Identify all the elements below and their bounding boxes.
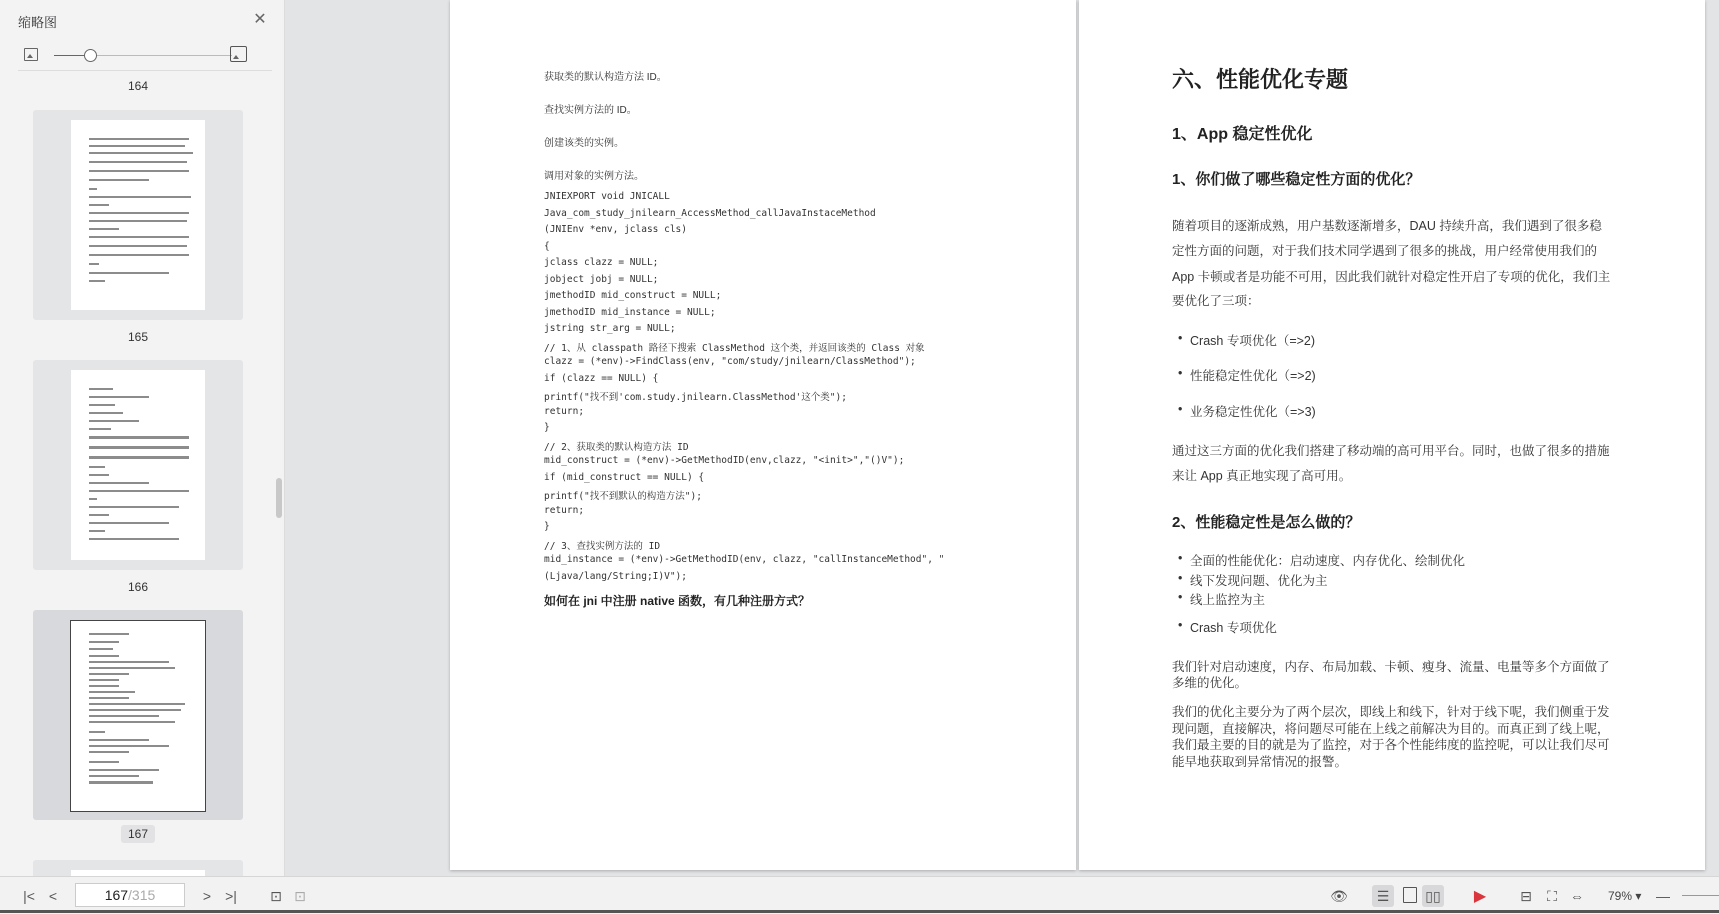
thumbnail-page-image [71, 120, 205, 310]
body-line: 现问题，直接解决，将问题尽可能在上线之前解决为目的。而真正到了线上呢， [1172, 722, 1610, 736]
next-page-icon[interactable]: > [202, 888, 212, 904]
step-text: 获取类的默认构造方法 ID。 [544, 72, 667, 83]
sidebar-title: 缩略图 [18, 15, 58, 30]
single-page-icon[interactable] [1403, 887, 1417, 903]
code-line: (JNIEnv *env, jclass cls) [544, 224, 687, 235]
two-page-icon[interactable]: ▯▯ [1422, 885, 1444, 907]
chapter-heading: 六、性能优化专题 [1172, 67, 1349, 92]
forward-view-icon[interactable]: ⊡ [294, 887, 306, 904]
code-line: // 3、查找实例方法的 ID [544, 540, 661, 552]
code-line: jobject jobj = NULL; [544, 273, 659, 285]
step-text: 调用对象的实例方法。 [544, 171, 644, 182]
divider [18, 70, 272, 71]
thumbnail-list [0, 72, 284, 876]
bullet-item: • Crash 专项优化 [1190, 618, 1277, 636]
section-heading: 1、App 稳定性优化 [1172, 126, 1313, 143]
code-line: } [544, 521, 550, 532]
code-line: } [544, 422, 550, 433]
code-line: clazz = (*env)->FindClass(env, "com/study/jnilearn/ClassMethod"); [544, 356, 916, 367]
zoom-out-icon[interactable]: — [1656, 888, 1670, 904]
zoom-level-dropdown[interactable]: 79% ▾ [1608, 889, 1642, 903]
back-view-icon[interactable]: ⊡ [270, 887, 282, 904]
bullet-item: • 性能稳定性优化（=>2) [1190, 366, 1316, 384]
step-text: 查找实例方法的 ID。 [544, 105, 637, 116]
bullet-item: • 线下发现问题、优化为主 [1190, 571, 1328, 589]
fit-width-icon[interactable]: ⇔ [1570, 888, 1584, 904]
step-text: 创建该类的实例。 [544, 138, 624, 149]
large-image-icon[interactable] [230, 46, 247, 62]
code-line: return; [544, 405, 585, 417]
first-page-icon[interactable]: |< [23, 888, 35, 904]
page-thumbnail-166[interactable] [33, 360, 243, 570]
question-heading: 1、你们做了哪些稳定性方面的优化？ [1172, 171, 1421, 188]
eye-protection-icon[interactable]: 👁 [1330, 887, 1348, 904]
continuous-scroll-icon[interactable]: ☰ [1372, 885, 1394, 907]
status-bar [0, 876, 1719, 914]
close-icon[interactable]: ✕ [253, 11, 267, 28]
summary-line: 通过这三方面的优化我们搭建了移动端的高可用平台。同时，也做了很多的措施 [1172, 444, 1610, 458]
code-line: jmethodID mid_construct = NULL; [544, 290, 722, 301]
code-line: return; [544, 504, 585, 516]
code-line: if (clazz == NULL) { [544, 372, 659, 384]
last-page-icon[interactable]: >| [225, 888, 237, 904]
page-thumbnail-165[interactable] [33, 110, 243, 320]
play-slideshow-icon[interactable]: ▶ [1473, 888, 1487, 905]
code-line: jclass clazz = NULL; [544, 257, 659, 268]
previous-page-icon[interactable]: < [48, 888, 58, 904]
intro-line: App 卡顿或者是功能不可用，因此我们就针对稳定性开启了专项的优化，我们主 [1172, 270, 1611, 284]
page-number-label: 165 [127, 330, 149, 344]
body-line: 我们的优化主要分为了两个层次，即线上和线下，针对于线下呢，我们侧重于发 [1172, 705, 1610, 719]
summary-line: 来让 App 真正地实现了高可用。 [1172, 469, 1352, 483]
body-line: 我们针对启动速度，内存、布局加载、卡顿、瘦身、流量、电量等多个方面做了 [1172, 660, 1610, 674]
actual-size-icon[interactable]: ⊟ [1520, 887, 1532, 904]
code-line: jstring str_arg = NULL; [544, 323, 676, 334]
thumbnail-page-image [70, 620, 206, 812]
code-line: printf("找不到默认的构造方法"); [544, 491, 702, 502]
thumbnail-page-image [71, 370, 205, 560]
code-line: mid_instance = (*env)->GetMethodID(env, clazz, "callInstanceMethod", " [544, 554, 945, 565]
thumbnail-zoom-slider[interactable] [54, 55, 232, 56]
code-line: Java_com_study_jnilearn_AccessMethod_callJavaInstaceMethod [544, 207, 876, 219]
thumbnail-sidebar [0, 0, 285, 876]
slider-thumb[interactable] [84, 49, 97, 62]
intro-line: 定性方面的问题，对于我们技术同学遇到了很多的挑战，用户经常使用我们的 [1172, 244, 1598, 258]
bullet-item: • 全面的性能优化：启动速度、内存优化、绘制优化 [1190, 551, 1465, 569]
code-line: printf("找不到'com.study.jnilearn.ClassMethod'这个类"); [544, 392, 847, 403]
body-line: 能早地获取到异常情况的报警。 [1172, 755, 1348, 769]
small-image-icon[interactable] [24, 48, 38, 61]
section-question: 如何在 jni 中注册 native 函数，有几种注册方式？ [544, 594, 811, 608]
code-line: (Ljava/lang/String;I)V"); [544, 570, 687, 582]
intro-line: 随着项目的逐渐成熟，用户基数逐渐增多，DAU 持续升高，我们遇到了很多稳 [1172, 219, 1602, 233]
page-number-label-current: 167 [0, 825, 276, 843]
code-line: if (mid_construct == NULL) { [544, 471, 705, 483]
thumbnail-zoom-control [18, 44, 278, 68]
page-number-label: 164 [127, 79, 149, 93]
page-thumbnail-167[interactable] [33, 610, 243, 820]
code-line: // 1、从 classpath 路径下搜索 ClassMethod 这个类，并返回该类的 Class 对象 [544, 342, 925, 354]
body-line: 多维的优化。 [1172, 676, 1248, 690]
zoom-slider[interactable] [1682, 895, 1719, 896]
page-number-label: 166 [127, 580, 149, 594]
code-line: // 2、获取类的默认构造方法 ID [544, 441, 689, 453]
code-line: mid_construct = (*env)->GetMethodID(env,clazz, "<init>","()V"); [544, 455, 905, 466]
bullet-item: • 线上监控为主 [1190, 590, 1265, 608]
bullet-item: • Crash 专项优化（=>2) [1190, 331, 1315, 349]
body-line: 我们最主要的目的就是为了监控，对于各个性能纬度的监控呢，可以让我们尽可 [1172, 738, 1610, 752]
document-page-left [450, 0, 1076, 870]
code-line: { [544, 240, 550, 252]
bullet-item: • 业务稳定性优化（=>3) [1190, 402, 1316, 420]
question-heading: 2、性能稳定性是怎么做的？ [1172, 514, 1361, 531]
code-line: JNIEXPORT void JNICALL [544, 191, 670, 202]
code-line: jmethodID mid_instance = NULL; [544, 306, 716, 318]
sidebar-scrollbar[interactable] [276, 478, 282, 518]
page-thumbnail-168[interactable] [33, 860, 243, 876]
page-number-input[interactable]: 167/315 [75, 883, 185, 907]
fit-page-icon[interactable]: ⛶ [1547, 887, 1557, 904]
intro-line: 要优化了三项： [1172, 294, 1260, 308]
